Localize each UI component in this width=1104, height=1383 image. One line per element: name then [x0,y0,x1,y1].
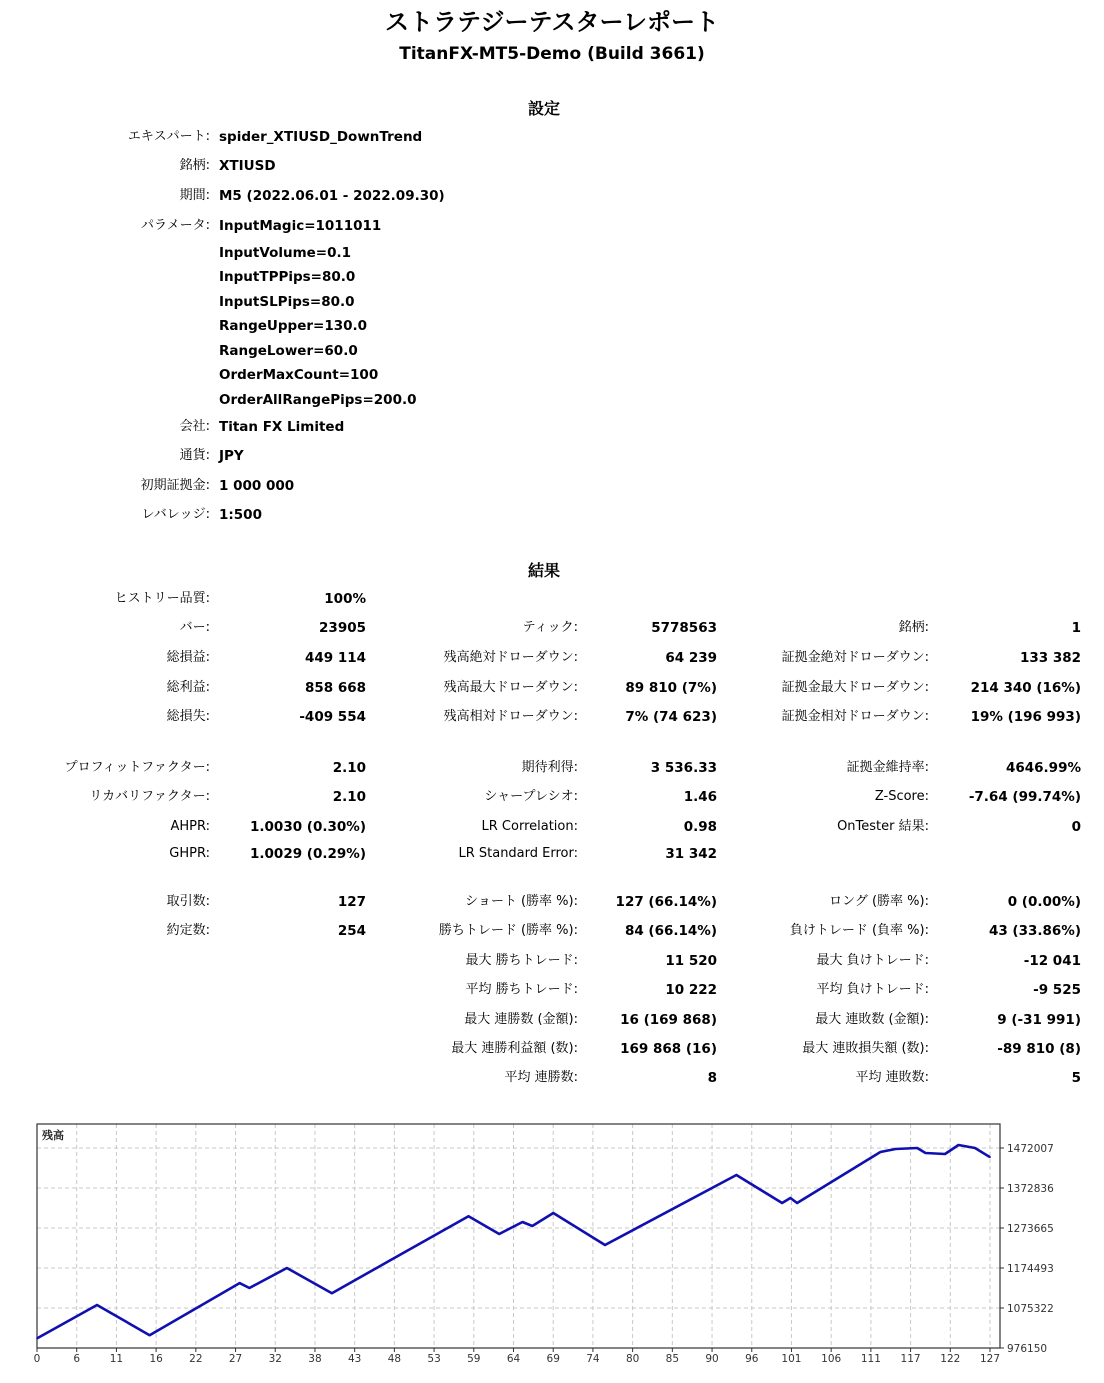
result-label: プロフィットファクター: [64,760,210,775]
x-tick-label: 43 [347,1353,362,1365]
x-tick-label: 74 [586,1353,600,1365]
balance-point [790,1197,792,1199]
setting-label: 期間: [179,188,210,203]
result-value: 8 [707,1070,717,1086]
result-label: 残高絶対ドローダウン: [443,650,578,665]
report-title: ストラテジーテスターレポート [384,8,720,36]
balance-point [149,1334,151,1336]
x-tick-label: 80 [625,1353,640,1365]
setting-label: レバレッジ: [141,507,210,522]
balance-point [604,1244,606,1246]
result-label: バー: [179,620,210,635]
x-tick-label: 90 [705,1353,719,1365]
setting-label: パラメータ: [141,218,210,233]
result-label: 最大 連勝数 (金額): [464,1012,578,1027]
result-value: 10 222 [665,982,717,998]
x-tick-label: 48 [387,1353,402,1365]
result-value: 16 (169 868) [620,1012,717,1028]
result-value: 133 382 [1019,650,1081,666]
result-value: 2.10 [332,789,366,805]
balance-point [498,1233,500,1235]
balance-point [96,1304,98,1306]
setting-label: 通貨: [179,448,210,463]
result-label: 最大 連敗損失額 (数): [802,1041,929,1056]
setting-label: エキスパート: [127,129,210,144]
result-value: 214 340 (16%) [970,680,1081,696]
result-label: 取引数: [166,894,210,909]
setting-value: OrderMaxCount=100 [219,367,379,383]
result-label: 勝ちトレード (勝率 %): [438,923,578,938]
balance-point [552,1212,554,1214]
x-tick-label: 59 [467,1353,481,1365]
result-label: ロング (勝率 %): [829,894,929,909]
setting-value: RangeUpper=130.0 [219,318,368,334]
balance-point [916,1147,918,1149]
result-label: 期待利得: [521,760,578,775]
result-value: 3 536.33 [650,760,717,776]
balance-point [468,1215,470,1217]
setting-value: OrderAllRangePips=200.0 [219,392,417,408]
balance-point [796,1202,798,1204]
result-value: 254 [337,923,366,939]
y-tick-label: 1372836 [1007,1182,1054,1195]
result-value: 100% [324,591,366,607]
setting-value: InputVolume=0.1 [219,245,352,261]
result-value: 0 (0.00%) [1007,894,1081,910]
result-label: 総損失: [166,709,210,724]
x-tick-label: 122 [940,1353,961,1365]
result-value: 9 (-31 991) [997,1012,1081,1028]
result-value: 64 239 [665,650,717,666]
result-label: 証拠金最大ドローダウン: [781,680,929,695]
setting-value: M5 (2022.06.01 - 2022.09.30) [219,188,445,204]
result-value: -9 525 [1033,982,1081,998]
result-value: 127 [337,894,366,910]
result-label: シャープレシオ: [484,789,578,804]
result-label: 銘柄: [898,620,929,635]
result-value: 4646.99% [1005,760,1081,776]
result-label: Z-Score: [874,789,929,804]
result-label: 平均 連敗数: [855,1070,929,1085]
x-tick-label: 127 [979,1353,1001,1365]
balance-point [989,1156,991,1158]
x-tick-label: 101 [781,1353,802,1365]
result-value: 1.0029 (0.29%) [250,846,366,862]
result-value: 19% (196 993) [970,709,1081,725]
y-tick-label: 1472007 [1007,1142,1054,1155]
result-value: 5778563 [651,620,717,636]
setting-value: InputMagic=1011011 [219,218,382,234]
result-label: 負けトレード (負率 %): [789,923,929,938]
result-label: AHPR: [170,819,210,834]
balance-point [239,1282,241,1284]
result-label: 最大 連敗数 (金額): [815,1012,929,1027]
server-build: TitanFX-MT5-Demo (Build 3661) [399,44,705,64]
result-label: ショート (勝率 %): [465,894,578,909]
result-value: 43 (33.86%) [988,923,1081,939]
result-label: 平均 連勝数: [504,1070,578,1085]
result-value: 1.46 [683,789,717,805]
result-value: -7.64 (99.74%) [968,789,1081,805]
chart-title: 残高 [42,1129,64,1142]
balance-point [531,1225,533,1227]
result-value: 0 [1071,819,1081,835]
result-label: 最大 連勝利益額 (数): [451,1041,578,1056]
result-value: 31 342 [665,846,717,862]
balance-point [249,1287,251,1289]
balance-point [974,1147,976,1149]
result-label: 総損益: [166,650,210,665]
x-tick-label: 6 [73,1353,81,1365]
setting-value: InputSLPips=80.0 [219,294,355,310]
result-label: 総利益: [166,680,210,695]
result-value: 1.0030 (0.30%) [250,819,366,835]
result-label: LR Correlation: [481,819,578,834]
result-label: 残高最大ドローダウン: [443,680,578,695]
result-value: -409 554 [299,709,366,725]
setting-value: XTIUSD [219,158,276,174]
result-value: -89 810 (8) [997,1041,1081,1057]
setting-value: 1:500 [219,507,262,523]
result-value: 7% (74 623) [625,709,717,725]
y-tick-label: 1174493 [1007,1262,1054,1275]
y-tick-label: 1075322 [1007,1302,1054,1315]
setting-value: 1 000 000 [219,478,295,494]
result-label: 約定数: [166,923,210,938]
setting-label: 会社: [179,419,210,434]
x-tick-label: 69 [546,1353,560,1365]
x-tick-label: 38 [308,1353,322,1365]
balance-point [958,1144,960,1146]
balance-point [781,1202,783,1204]
balance-point [36,1338,38,1340]
result-value: 449 114 [304,650,366,666]
result-value: 169 868 (16) [620,1041,717,1057]
result-label: 証拠金絶対ドローダウン: [781,650,929,665]
result-label: GHPR: [169,846,210,861]
balance-point [944,1153,946,1155]
result-label: 証拠金維持率: [846,760,929,775]
result-value: 23905 [319,620,366,636]
result-value: 5 [1071,1070,1081,1086]
x-tick-label: 111 [860,1353,881,1365]
result-value: 1 [1071,620,1081,636]
result-label: 最大 勝ちトレード: [465,953,578,968]
result-label: 最大 負けトレード: [816,953,929,968]
y-tick-label: 976150 [1007,1343,1048,1355]
balance-point [331,1292,333,1294]
result-value: 2.10 [332,760,366,776]
balance-point [925,1152,927,1154]
result-value: -12 041 [1023,953,1081,969]
result-value: 127 (66.14%) [615,894,717,910]
x-tick-label: 64 [506,1353,521,1365]
x-tick-label: 22 [189,1353,203,1365]
x-tick-label: 0 [33,1353,41,1365]
x-tick-label: 27 [228,1353,243,1365]
result-label: LR Standard Error: [458,846,578,861]
x-tick-label: 53 [427,1353,441,1365]
x-tick-label: 16 [149,1353,163,1365]
result-value: 89 810 (7%) [625,680,717,696]
x-tick-label: 32 [268,1353,282,1365]
balance-point [895,1148,897,1150]
result-label: 平均 勝ちトレード: [465,982,578,997]
results-heading: 結果 [527,561,560,580]
result-label: ティック: [522,620,578,635]
result-label: リカバリファクター: [89,789,210,804]
setting-value: spider_XTIUSD_DownTrend [219,129,423,145]
result-label: OnTester 結果: [837,819,929,834]
balance-point [522,1221,524,1223]
result-label: 証拠金相対ドローダウン: [781,709,929,724]
result-label: ヒストリー品質: [114,591,210,606]
setting-label: 初期証拠金: [140,478,210,493]
x-tick-label: 11 [109,1353,124,1365]
x-tick-label: 96 [745,1353,759,1365]
x-tick-label: 85 [665,1353,680,1365]
setting-value: InputTPPips=80.0 [219,269,356,285]
x-tick-label: 117 [900,1353,921,1365]
setting-value: RangeLower=60.0 [219,343,358,359]
balance-point [736,1174,738,1176]
settings-heading: 設定 [527,99,560,118]
balance-point [880,1151,882,1153]
y-tick-label: 1273665 [1007,1222,1054,1235]
result-value: 858 668 [304,680,366,696]
setting-value: Titan FX Limited [219,419,345,435]
setting-label: 銘柄: [179,158,210,173]
result-value: 11 520 [665,953,717,969]
result-value: 84 (66.14%) [624,923,717,939]
result-value: 0.98 [683,819,717,835]
balance-point [286,1267,288,1269]
plot-area [37,1124,1000,1348]
setting-value: JPY [219,448,244,464]
result-label: 残高相対ドローダウン: [443,709,578,724]
x-tick-label: 106 [821,1353,842,1365]
result-label: 平均 負けトレード: [816,982,929,997]
